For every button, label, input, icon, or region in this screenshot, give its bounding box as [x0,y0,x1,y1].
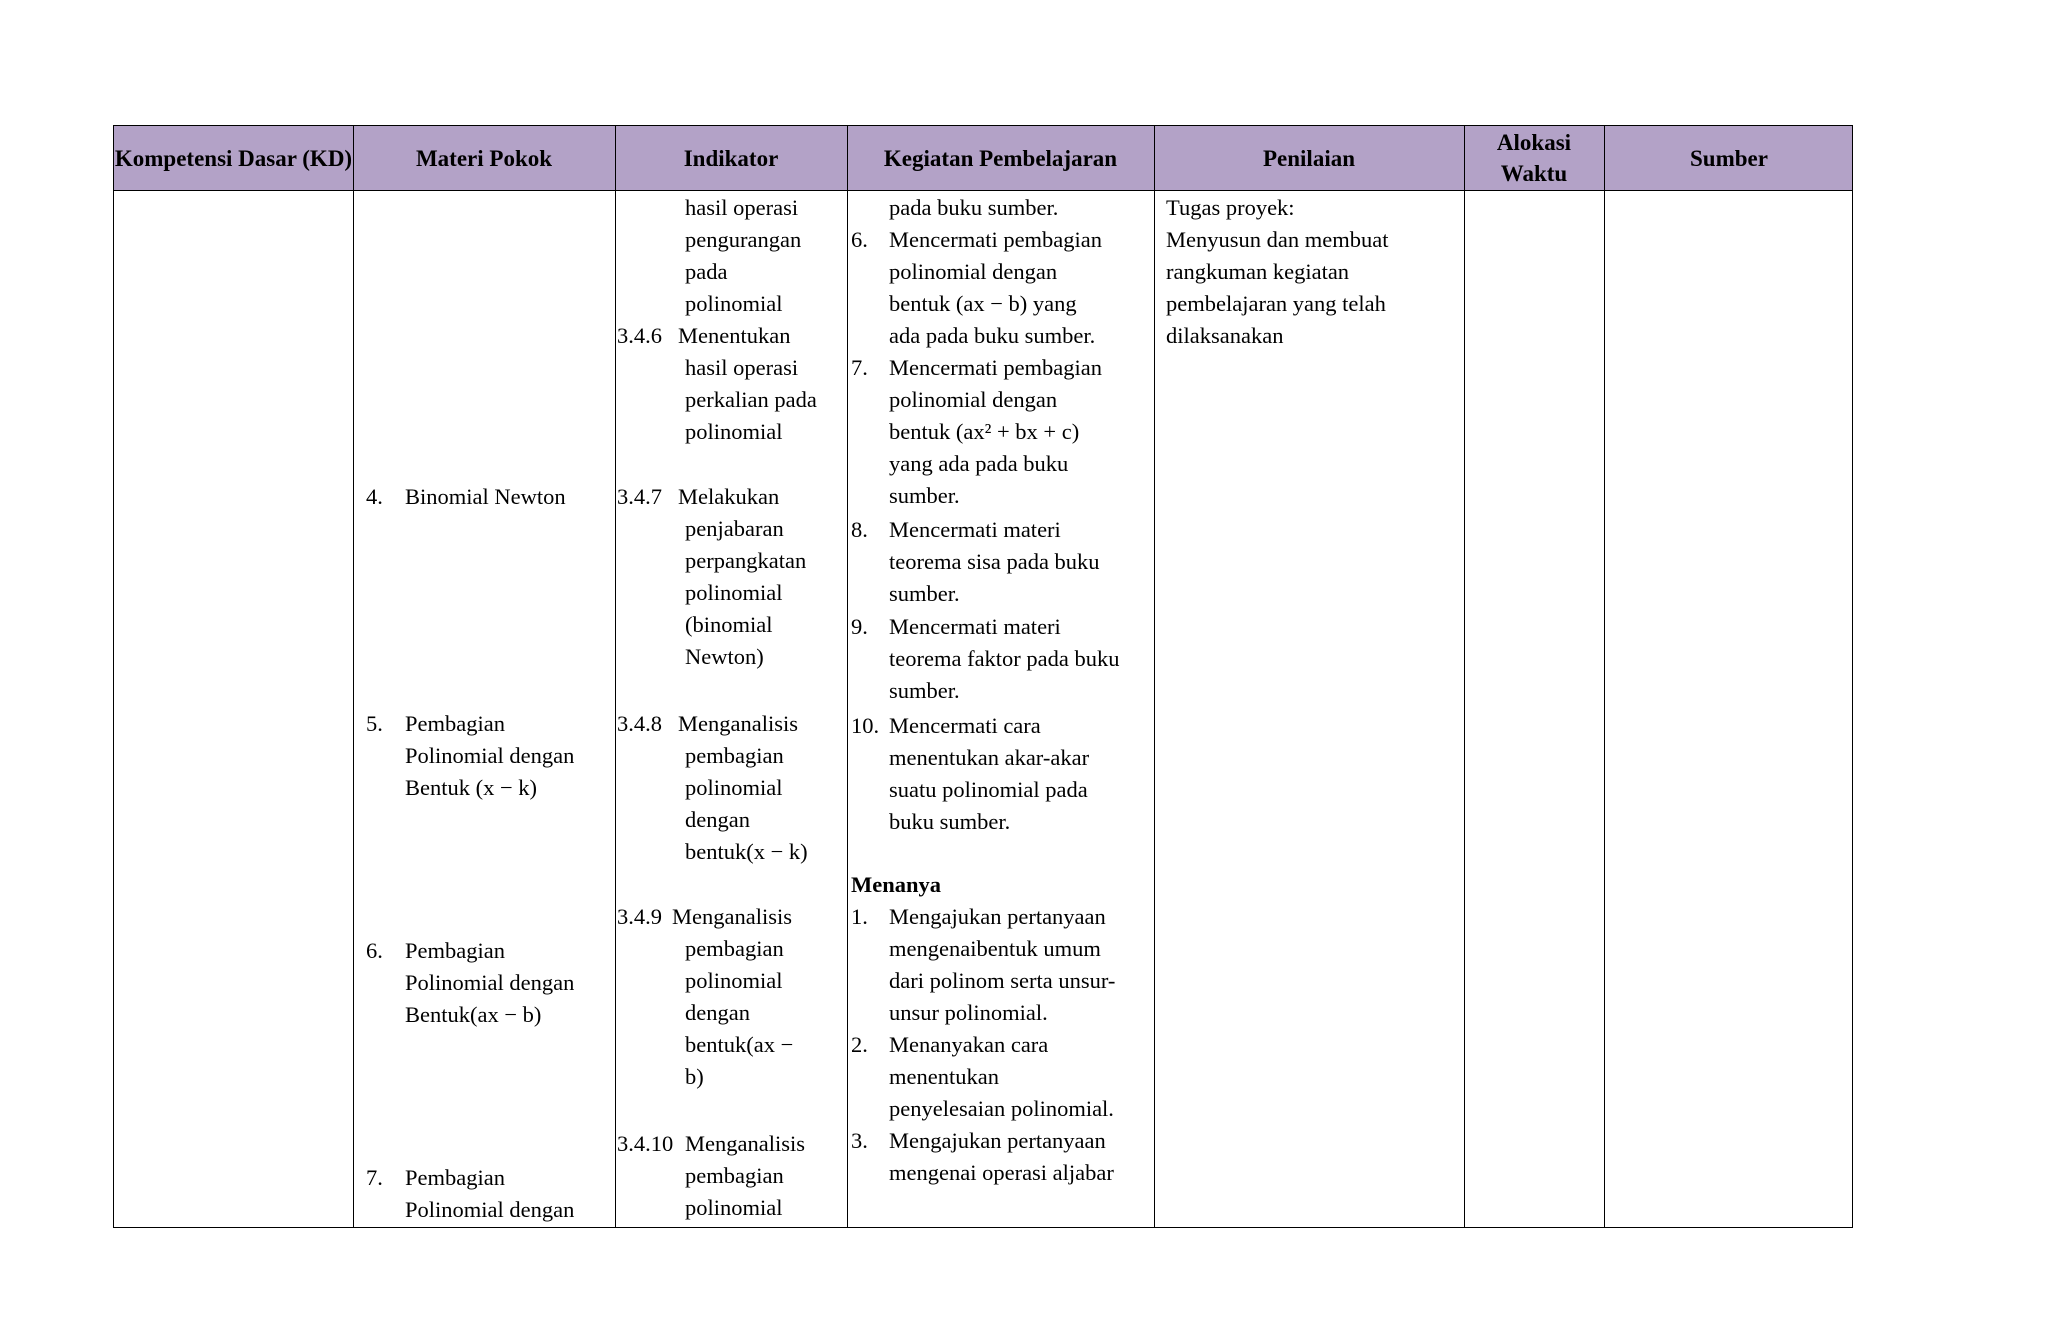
materi-line: Pembagian [405,1165,505,1190]
indikator-line: bentuk(ax − [685,1032,794,1057]
kegiatan-number: 2. [851,1032,868,1057]
indikator-line: Melakukan [678,484,780,509]
indikator-line: polinomial [685,1195,783,1220]
kegiatan-line: sumber. [889,678,960,703]
kegiatan-line: buku sumber. [889,809,1011,834]
kegiatan-line: Mengajukan pertanyaan [889,904,1106,929]
kegiatan-line: Mencermati cara [889,713,1041,738]
indikator-line: pembagian [685,1163,784,1188]
penilaian-line: Menyusun dan membuat [1166,227,1389,252]
penilaian-line: rangkuman kegiatan [1166,259,1350,284]
materi-number: 4. [366,484,383,509]
materi-line: Polinomial dengan [405,970,575,995]
kegiatan-line: polinomial dengan [889,259,1058,284]
kegiatan-line: pada buku sumber. [889,195,1059,220]
kegiatan-number: 1. [851,904,868,929]
kegiatan-line: bentuk (ax − b) yang [889,291,1077,316]
indikator-line: polinomial [685,968,783,993]
kegiatan-line: teorema faktor pada buku [889,646,1120,671]
col-divider [615,126,616,1227]
kegiatan-number: 8. [851,517,868,542]
indikator-line: pengurangan [685,227,802,252]
indikator-line: polinomial [685,419,783,444]
materi-line: Bentuk(ax − b) [405,1002,542,1027]
materi-number: 5. [366,711,383,736]
kegiatan-line: suatu polinomial pada [889,777,1088,802]
header-alokasi-waktu: Alokasi Waktu [1496,130,1572,186]
materi-line: Bentuk (x − k) [405,775,538,800]
indikator-line: polinomial [685,580,783,605]
header-sumber: Sumber [1690,145,1768,171]
kegiatan-line: unsur polinomial. [889,1000,1048,1025]
kegiatan-line: Mencermati materi [889,517,1061,542]
indikator-line: Menganalisis [678,711,798,736]
indikator-code: 3.4.9 [617,904,662,929]
col-divider [353,126,354,1227]
col-divider [847,126,848,1227]
header-materi-pokok: Materi Pokok [415,145,553,171]
col-divider [1154,126,1155,1227]
indikator-line: hasil operasi [685,355,799,380]
kegiatan-number: 6. [851,227,868,252]
col-divider [1464,126,1465,1227]
indikator-line: Menganalisis [672,904,792,929]
materi-line: Polinomial dengan [405,1197,575,1222]
kegiatan-line: Mencermati materi [889,614,1061,639]
materi-line: Binomial Newton [405,484,566,509]
indikator-line: b) [685,1064,704,1089]
header-indikator: Indikator [683,145,779,171]
kegiatan-line: bentuk (ax² + bx + c) [889,419,1080,444]
header-kd: Kompetensi Dasar (KD) [114,145,353,171]
indikator-line: perpangkatan [685,548,807,573]
kegiatan-line: sumber. [889,483,960,508]
kegiatan-line: ada pada buku sumber. [889,323,1096,348]
materi-line: Pembagian [405,711,505,736]
kegiatan-line: penyelesaian polinomial. [889,1096,1114,1121]
indikator-code: 3.4.6 [617,323,662,348]
indikator-line: polinomial [685,775,783,800]
indikator-code: 3.4.10 [617,1131,674,1156]
indikator-line: bentuk(x − k) [685,839,808,864]
indikator-line: (binomial [685,612,773,637]
kegiatan-line: menentukan [889,1064,999,1089]
indikator-line: Menentukan [678,323,791,348]
header-kegiatan-pembelajaran: Kegiatan Pembelajaran [883,145,1118,171]
indikator-line: penjabaran [685,516,784,541]
indikator-line: dengan [685,807,750,832]
indikator-line: dengan [685,1000,750,1025]
indikator-line: pembagian [685,936,784,961]
penilaian-line: Tugas proyek: [1166,195,1295,220]
rpp-table [113,125,1853,1228]
col-divider [1604,126,1605,1227]
materi-number: 7. [366,1165,383,1190]
kegiatan-line: Menanyakan cara [889,1032,1049,1057]
kegiatan-line: Mencermati pembagian [889,355,1103,380]
indikator-line: polinomial [685,291,783,316]
indikator-line: pada [685,259,728,284]
kegiatan-line: menentukan akar-akar [889,745,1090,770]
materi-line: Polinomial dengan [405,743,575,768]
kegiatan-line: mengenaibentuk umum [889,936,1101,961]
menanya-heading: Menanya [851,872,941,897]
indikator-line: hasil operasi [685,195,799,220]
kegiatan-number: 7. [851,355,868,380]
kegiatan-line: yang ada pada buku [889,451,1069,476]
indikator-line: perkalian pada [685,387,817,412]
materi-number: 6. [366,938,383,963]
kegiatan-line: teorema sisa pada buku [889,549,1100,574]
kegiatan-line: dari polinom serta unsur- [889,968,1116,993]
materi-line: Pembagian [405,938,505,963]
kegiatan-number: 3. [851,1128,868,1153]
kegiatan-line: polinomial dengan [889,387,1058,412]
indikator-code: 3.4.8 [617,711,662,736]
kegiatan-line: Mengajukan pertanyaan [889,1128,1106,1153]
kegiatan-line: mengenai operasi aljabar [889,1160,1114,1185]
kegiatan-number: 9. [851,614,868,639]
header-penilaian: Penilaian [1262,145,1355,171]
penilaian-line: dilaksanakan [1166,323,1284,348]
kegiatan-line: sumber. [889,581,960,606]
kegiatan-line: Mencermati pembagian [889,227,1103,252]
penilaian-line: pembelajaran yang telah [1166,291,1386,316]
indikator-line: Newton) [685,644,764,669]
indikator-line: pembagian [685,743,784,768]
kegiatan-number: 10. [851,713,880,738]
indikator-code: 3.4.7 [617,484,662,509]
indikator-line: Menganalisis [685,1131,805,1156]
